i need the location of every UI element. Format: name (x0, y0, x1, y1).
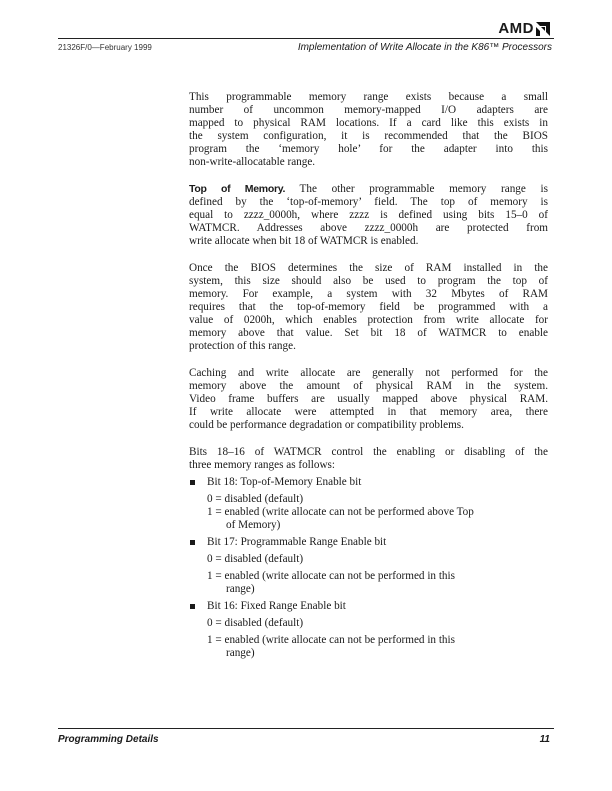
logo-text: AMD (498, 20, 534, 37)
text-line: non-write-allocatable range. (189, 156, 316, 168)
bit-value-off: 0 = disabled (default) (207, 617, 304, 629)
text-line: equal to zzzz_0000h, where zzzz is defined using bits 15–0 of (189, 209, 548, 221)
text-line: could be performance degradation or compatibility problems. (189, 419, 464, 431)
text-line: requires that the top-of-memory field be programmed with a (189, 301, 548, 313)
text-line: memory above the amount of physical RAM in the system. (189, 380, 548, 392)
bullet-title: Bit 16: Fixed Range Enable bit (207, 600, 346, 612)
text-line: value of 0200h, which enables protection from write allocate for (189, 314, 548, 326)
text-line: defined by the ‘top-of-memory’ field. The top of memory is (189, 196, 548, 208)
text-line: write allocate when bit 18 of WATMCR is enabled. (189, 235, 419, 247)
text-line: Caching and write allocate are generally not performed for the (189, 367, 548, 379)
value-text-continued: of Memory) (226, 519, 281, 531)
bit-value-off: 0 = disabled (default) (207, 553, 304, 565)
doc-id: 21326F/0—February 1999 (58, 43, 152, 52)
paragraph (189, 262, 548, 353)
paragraph (189, 446, 548, 472)
text-line: Bits 18–16 of WATMCR control the enabling or disabling of the (189, 446, 548, 458)
footer-rule (58, 728, 554, 729)
paragraph (189, 91, 548, 169)
list-item (189, 536, 548, 596)
value-text-continued: range) (226, 647, 255, 659)
text-line: Video frame buffers are usually mapped above physical RAM. (189, 393, 548, 405)
text-line: program the ‘memory hole’ for the adapter into this (189, 143, 548, 155)
text-line: This programmable memory range exists because a small (189, 91, 548, 103)
list-item (189, 476, 548, 532)
text-line: the system configuration, it is recommended that the BIOS (189, 130, 548, 142)
bullet-square-icon (190, 480, 195, 485)
run-in-heading: Top of Memory. (189, 183, 286, 195)
bit-value-on (207, 634, 548, 660)
doc-title: Implementation of Write Allocate in the K86™ Processors (297, 42, 552, 53)
paragraph (189, 367, 548, 432)
page-number: 11 (539, 734, 550, 745)
amd-arrow-icon (536, 22, 550, 36)
amd-logo (498, 20, 550, 37)
bit-value-on (207, 570, 548, 596)
text-line: memory above that value. Set bit 18 of WATMCR to enable (189, 327, 548, 339)
text-line: Once the BIOS determines the size of RAM installed in the (189, 262, 548, 274)
text-line: memory. For example, a system with 32 Mbytes of RAM (189, 288, 548, 300)
bullet-title: Bit 18: Top-of-Memory Enable bit (207, 476, 362, 488)
bullet-square-icon (190, 604, 195, 609)
text-run: The other programmable memory range is (285, 183, 548, 195)
bit-value-off: 0 = disabled (default) (207, 493, 304, 505)
header-rule (58, 38, 554, 39)
value-text-continued: range) (226, 583, 255, 595)
value-text: 1 = enabled (write allocate can not be performed in this (207, 570, 455, 582)
text-line: number of uncommon memory-mapped I/O adapters are (189, 104, 548, 116)
value-text: 1 = enabled (write allocate can not be performed above Top (207, 506, 474, 518)
bullet-square-icon (190, 540, 195, 545)
text-line: WATMCR. Addresses above zzzz_0000h are protected from (189, 222, 548, 234)
text-line: three memory ranges as follows: (189, 459, 336, 471)
footer-section: Programming Details (58, 734, 159, 745)
text-line (189, 183, 548, 196)
value-text: 1 = enabled (write allocate can not be performed in this (207, 634, 455, 646)
list-item (189, 600, 548, 660)
text-line: protection of this range. (189, 340, 296, 352)
bullet-title: Bit 17: Programmable Range Enable bit (207, 536, 387, 548)
paragraph (189, 183, 548, 248)
text-line: mapped to physical RAM locations. If a card like this exists in (189, 117, 548, 129)
bit-value-on (207, 506, 548, 532)
text-line: If write allocate were attempted in that memory area, there (189, 406, 548, 418)
body-column (189, 91, 548, 660)
text-line: system, this size should also be used to program the top of (189, 275, 548, 287)
